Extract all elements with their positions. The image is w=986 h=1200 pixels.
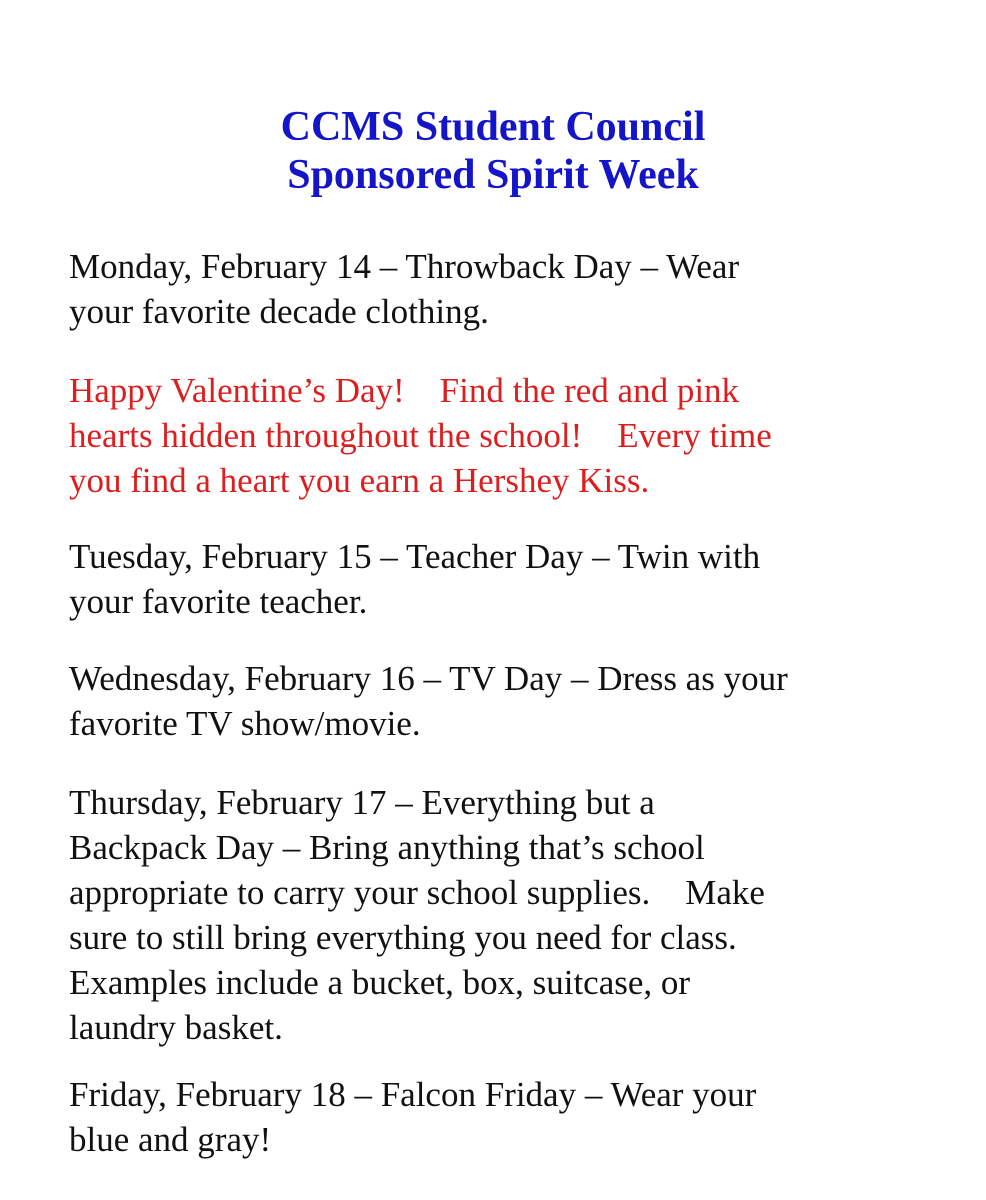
monday-line-1: Monday, February 14 – Throwback Day – Wear bbox=[69, 247, 740, 286]
friday-paragraph bbox=[69, 1072, 949, 1162]
valentine-line-1: Happy Valentine’s Day! Find the red and pink bbox=[69, 371, 740, 410]
valentine-line-2: hearts hidden throughout the school! Every time bbox=[69, 416, 772, 455]
tuesday-line-2: your favorite teacher. bbox=[69, 582, 368, 621]
flyer-title bbox=[0, 103, 986, 199]
monday-paragraph bbox=[69, 244, 949, 334]
title-line-1: CCMS Student Council bbox=[280, 104, 706, 150]
thursday-line-2: Backpack Day – Bring anything that’s school bbox=[69, 828, 705, 867]
thursday-line-3: appropriate to carry your school supplies. Make bbox=[69, 873, 765, 912]
valentine-line-3: you find a heart you earn a Hershey Kiss. bbox=[69, 461, 650, 500]
thursday-line-1: Thursday, February 17 – Everything but a bbox=[69, 783, 655, 822]
friday-line-1: Friday, February 18 – Falcon Friday – Wear your bbox=[69, 1075, 757, 1114]
wednesday-line-2: favorite TV show/movie. bbox=[69, 704, 421, 743]
friday-line-2: blue and gray! bbox=[69, 1120, 272, 1159]
thursday-line-6: laundry basket. bbox=[69, 1008, 283, 1047]
thursday-paragraph bbox=[69, 780, 949, 1050]
thursday-line-5: Examples include a bucket, box, suitcase, or bbox=[69, 963, 691, 1002]
wednesday-line-1: Wednesday, February 16 – TV Day – Dress as your bbox=[69, 659, 788, 698]
valentine-paragraph bbox=[69, 368, 949, 503]
wednesday-paragraph bbox=[69, 656, 949, 746]
tuesday-line-1: Tuesday, February 15 – Teacher Day – Twin with bbox=[69, 537, 761, 576]
monday-line-2: your favorite decade clothing. bbox=[69, 292, 489, 331]
title-line-2: Sponsored Spirit Week bbox=[287, 152, 699, 198]
thursday-line-4: sure to still bring everything you need for class. bbox=[69, 918, 737, 957]
tuesday-paragraph bbox=[69, 534, 949, 624]
